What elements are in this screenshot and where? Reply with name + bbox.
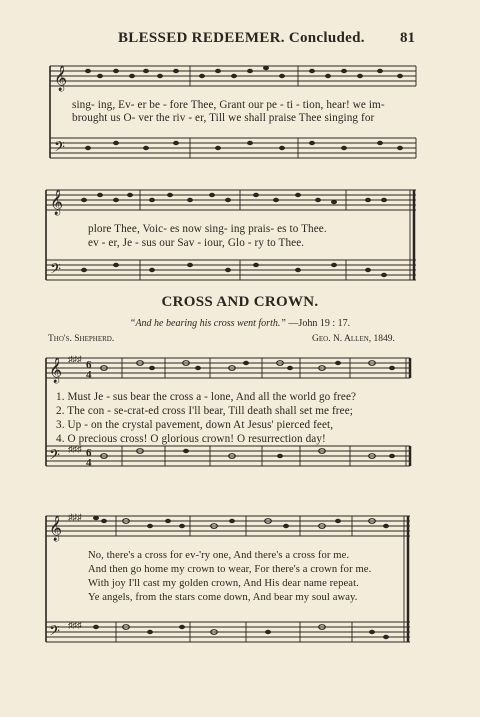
epigraph-quote: “And he bearing his cross went forth.” — [129, 318, 286, 329]
svg-text:♯♯♯: ♯♯♯ — [68, 512, 82, 522]
hymn-title: CROSS AND CROWN. — [161, 294, 319, 310]
lyric-line: brought us O- ver the riv - er, Till we shall praise Thee singing for — [72, 112, 375, 124]
epigraph-reference: —John 19 : 17. — [288, 318, 351, 329]
page-number: 81 — [400, 30, 415, 46]
svg-text:♯♯♯: ♯♯♯ — [68, 620, 82, 630]
page-header — [0, 30, 480, 54]
svg-text:♯♯♯: ♯♯♯ — [68, 354, 82, 364]
composer-credit: Geo. N. Allen, 1849. — [312, 334, 395, 344]
refrain-line-3: With joy I'll cast my golden crown, And His dear name repeat. — [88, 578, 359, 589]
verse-4: 4. O precious cross! O glorious crown! O resurrection day! — [56, 433, 326, 445]
svg-text:4: 4 — [86, 457, 92, 469]
svg-text:𝄞: 𝄞 — [49, 515, 63, 540]
svg-text:6: 6 — [86, 447, 92, 459]
refrain-line-1: No, there's a cross for ev-'ry one, And there's a cross for me. — [88, 550, 350, 561]
running-title: BLESSED REDEEMER. Concluded. — [118, 30, 365, 46]
refrain-line-2: And then go home my crown to wear, For there's a crown for me. — [88, 564, 372, 575]
svg-text:𝄞: 𝄞 — [49, 357, 63, 382]
svg-text:4: 4 — [86, 369, 92, 381]
lyricist-credit: Tho's. Shepherd. — [48, 334, 115, 344]
svg-text:𝄞: 𝄞 — [54, 65, 68, 90]
lyric-line: sing- ing, Ev- er be - fore Thee, Grant our pe - ti - tion, hear! we im- — [72, 99, 385, 111]
refrain-line-4: Ye angels, from the stars come down, And bear my soul away. — [88, 592, 358, 603]
svg-text:𝄢: 𝄢 — [49, 623, 60, 642]
lyric-line: plore Thee, Voic- es now sing- ing prais- es to Thee. — [88, 223, 327, 235]
svg-text:6: 6 — [86, 359, 92, 371]
svg-text:𝄢: 𝄢 — [54, 139, 65, 158]
svg-text:𝄢: 𝄢 — [50, 261, 61, 280]
verse-1: 1. Must Je - sus bear the cross a - lone, And all the world go free? — [56, 391, 357, 403]
svg-text:𝄢: 𝄢 — [49, 447, 60, 466]
svg-text:𝄞: 𝄞 — [50, 189, 64, 214]
lyric-line: ev - er, Je - sus our Sav - iour, Glo - ry to Thee. — [88, 237, 305, 249]
svg-text:♯♯♯: ♯♯♯ — [68, 444, 82, 454]
epigraph — [0, 318, 480, 329]
verse-3: 3. Up - on the crystal pavement, down At Jesus' pierced feet, — [56, 419, 334, 431]
verse-2: 2. The con - se-crat-ed cross I'll bear, Till death shall set me free; — [56, 405, 353, 417]
